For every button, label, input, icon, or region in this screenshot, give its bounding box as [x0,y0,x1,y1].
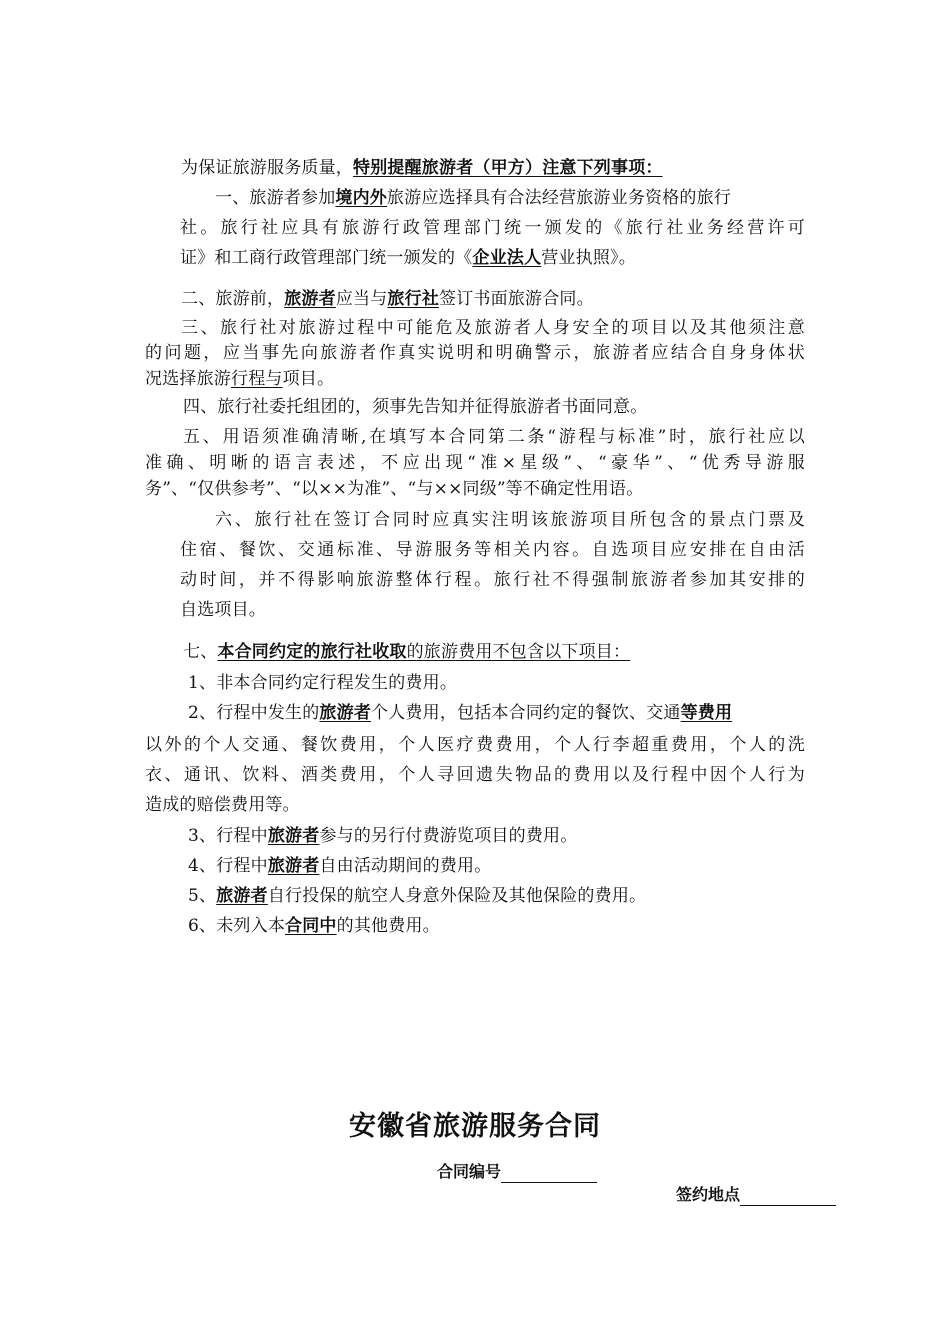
item1-line3: 证》和工商行政管理部门统一颁发的《企业法人营业执照》。 [180,248,636,268]
item6-line2: 住宿、餐饮、交通标准、导游服务等相关内容。自选项目应安排在自由活 [180,540,805,560]
item1-line2: 社。旅行社应具有旅游行政管理部门统一颁发的《旅行社业务经营许可 [180,218,805,238]
fee-item-2-line3: 衣、通讯、饮料、酒类费用，个人寻回遗失物品的费用以及行程中因个人行为 [145,765,805,785]
fee-item-2-emphasis-tourist: 旅游者 [319,703,372,723]
fee-item-1: 1、非本合同约定行程发生的费用。 [188,673,458,693]
item6-line4: 自选项目。 [180,600,266,620]
item2-emphasis-agency: 旅行社 [387,289,440,309]
item6-line3: 动时间，并不得影响旅游整体行程。旅行社不得强制旅游者参加其安排的 [180,570,805,590]
signing-place-label: 签约地点 [676,1185,741,1204]
contract-number-field [437,1161,597,1183]
item3-emphasis-itinerary: 行程与 [231,369,283,389]
fee-item-2-line2: 以外的个人交通、餐饮费用，个人医疗费费用，个人行李超重费用，个人的洗 [145,735,805,755]
contract-number-blank[interactable] [501,1164,597,1183]
fee-item-6-emphasis-contract: 合同中 [285,916,337,936]
fee-item-5-emphasis-tourist: 旅游者 [216,886,268,906]
fee-item-4: 4、行程中旅游者自由活动期间的费用。 [188,856,492,876]
item3-line2: 的问题，应当事先向旅游者作真实说明和明确警示，旅游者应结合自身身体状 [145,343,805,363]
item3-line1: 三、旅行社对旅游过程中可能危及旅游者人身安全的项目以及其他须注意 [181,318,805,338]
notice-intro [181,156,663,180]
fee-item-4-emphasis-tourist: 旅游者 [267,856,320,876]
item5-line1: 五、用语须准确清晰,在填写本合同第二条“游程与标准”时，旅行社应以 [183,427,805,447]
item3-line3: 况选择旅游行程与项目。 [145,369,335,389]
item2-emphasis-tourist: 旅游者 [284,289,336,309]
contract-number-label: 合同编号 [437,1162,502,1181]
item1-emphasis-domestic-foreign: 境内外 [335,188,388,208]
fee-item-3-emphasis-tourist: 旅游者 [267,826,320,846]
item5-line2: 准确、明晰的语言表述，不应出现“准×星级”、“豪华”、“优秀导游服 [145,453,805,473]
item7-emphasis-fee-scope: 本合同约定的旅行社收取 [217,642,407,662]
fee-item-2-emphasis-fees: 等费用 [680,703,733,723]
signing-place-field [676,1184,836,1206]
item6-line1: 六、旅行社在签订合同时应真实注明该旅游项目所包含的景点门票及 [215,510,805,530]
fee-item-5: 5、旅游者自行投保的航空人身意外保险及其他保险的费用。 [188,886,647,906]
fee-item-3: 3、行程中旅游者参与的另行付费游览项目的费用。 [188,826,578,846]
item4-line: 四、旅行社委托组团的，须事先告知并征得旅游者书面同意。 [183,397,648,417]
item1-line1: 一、旅游者参加境内外旅游应选择具有合法经营旅游业务资格的旅行 [215,188,732,208]
item1-emphasis-corporate: 企业法人 [472,248,542,268]
item7-line: 七、本合同约定的旅行社收取的旅游费用不包含以下项目： [183,642,631,662]
contract-title: 安徽省旅游服务合同 [349,1111,601,1142]
fee-item-6: 6、未列入本合同中的其他费用。 [188,916,440,936]
item7-underlined-text: 的旅游费用不包含以下项目： [406,642,631,662]
signing-place-blank[interactable] [740,1187,836,1206]
fee-item-2-line1: 2、行程中发生的旅游者个人费用，包括本合同约定的餐饮、交通等费用 [188,703,733,723]
notice-intro-text: 为保证旅游服务质量， [181,158,353,178]
fee-item-2-line4: 造成的赔偿费用等。 [145,795,300,815]
notice-intro-emphasis: 特别提醒旅游者（甲方）注意下列事项： [353,158,663,178]
item2-line: 二、旅游前，旅游者应当与旅行社签订书面旅游合同。 [181,289,594,309]
item5-line3: 务”、“仅供参考”、“以××为准”、“与××同级”等不确定性用语。 [145,479,644,499]
